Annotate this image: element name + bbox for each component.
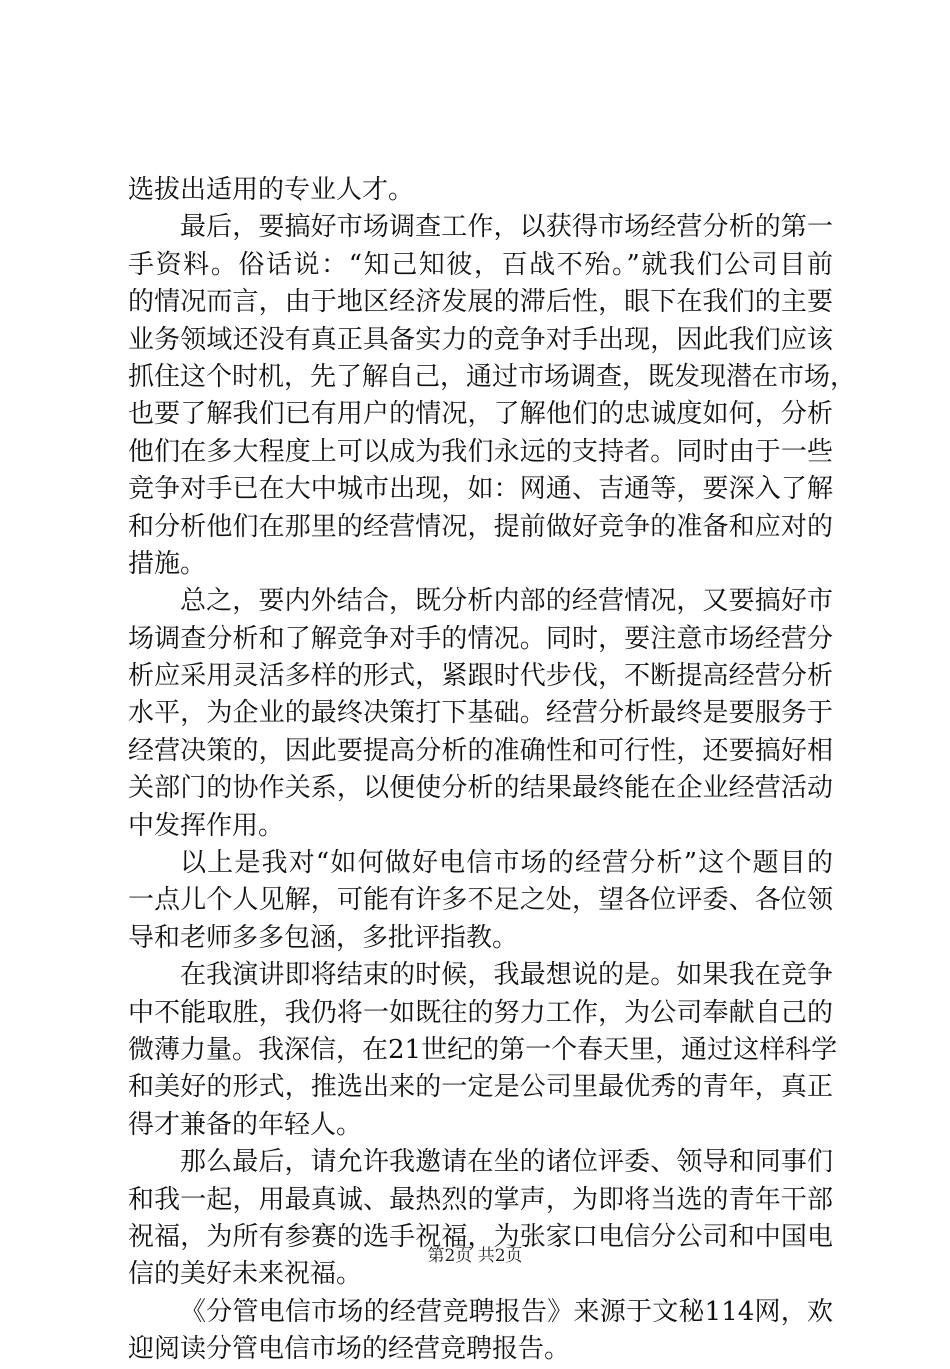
text-line: 也要了解我们已有用户的情况，了解他们的忠诚度如何，分析 [128, 399, 833, 430]
page-number-footer: 第2页 共2页 [427, 1246, 523, 1266]
text-line: 和我一起，用最真诚、最热烈的掌声，为即将当选的青年干部 [128, 1184, 833, 1215]
text-line: 迎阅读分管电信市场的经营竞聘报告。 [128, 1334, 571, 1365]
document-body [128, 172, 857, 1369]
text-line: 手资料。俗话说：“知己知彼，百战不殆。”就我们公司目前 [128, 249, 833, 280]
text-line: 和美好的形式，推选出来的一定是公司里最优秀的青年，真正 [128, 1072, 833, 1103]
text-line: 微薄力量。我深信，在21世纪的第一个春天里，通过这样科学 [128, 1034, 838, 1065]
text-line: 他们在多大程度上可以成为我们永远的支持者。同时由于一些 [128, 436, 833, 467]
paragraph-first-line: 以上是我对“如何做好电信市场的经营分析”这个题目的 [180, 848, 833, 879]
text-line: 水平，为企业的最终决策打下基础。经营分析最终是要服务于 [128, 698, 833, 729]
text-line: 中发挥作用。 [128, 810, 285, 841]
text-line: 关部门的协作关系，以便使分析的结果最终能在企业经营活动 [128, 773, 833, 804]
paragraph-first-line: 那么最后，请允许我邀请在坐的诸位评委、领导和同事们 [180, 1147, 833, 1178]
paragraph-first-line: 在我演讲即将结束的时候，我最想说的是。如果我在竞争 [180, 960, 833, 991]
text-line: 抓住这个时机，先了解自己，通过市场调查，既发现潜在市场， [128, 361, 857, 392]
text-line: 导和老师多多包涵，多批评指教。 [128, 922, 519, 953]
text-line: 一点儿个人见解，可能有许多不足之处，望各位评委、各位领 [128, 885, 833, 916]
text-line: 选拔出适用的专业人才。 [128, 175, 415, 205]
text-line: 信的美好未来祝福。 [128, 1259, 363, 1290]
paragraph-first-line: 最后，要搞好市场调查工作，以获得市场经营分析的第一 [180, 212, 833, 243]
paragraph-first-line: 总之，要内外结合，既分析内部的经营情况，又要搞好市 [180, 586, 833, 617]
paragraph-first-line: 《分管电信市场的经营竞聘报告》来源于文秘114网，欢 [180, 1296, 833, 1327]
text-line: 场调查分析和了解竞争对手的情况。同时，要注意市场经营分 [128, 623, 833, 654]
text-line: 析应采用灵活多样的形式，紧跟时代步伐，不断提高经营分析 [128, 661, 833, 692]
text-line: 业务领域还没有真正具备实力的竞争对手出现，因此我们应该 [128, 324, 833, 355]
text-line: 和分析他们在那里的经营情况，提前做好竞争的准备和应对的 [128, 511, 833, 542]
text-line: 的情况而言，由于地区经济发展的滞后性，眼下在我们的主要 [128, 287, 833, 318]
text-line: 措施。 [128, 548, 207, 579]
text-line: 经营决策的，因此要提高分析的准确性和可行性，还要搞好相 [128, 735, 833, 766]
text-line: 竞争对手已在大中城市出现，如：网通、吉通等，要深入了解 [128, 474, 833, 505]
text-line: 中不能取胜，我仍将一如既往的努力工作，为公司奉献自己的 [128, 997, 833, 1028]
text-line: 得才兼备的年轻人。 [128, 1109, 363, 1140]
text-line: 祝福，为所有参赛的选手祝福，为张家口电信分公司和中国电 [128, 1221, 833, 1252]
